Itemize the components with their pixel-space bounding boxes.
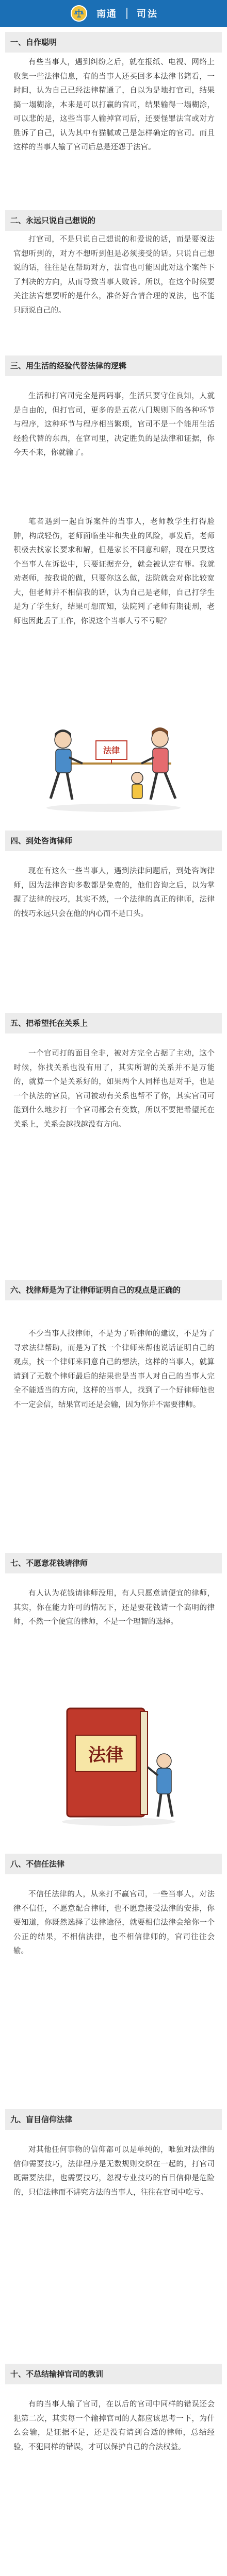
section-5-paragraph: 一个官司打的面目全非，被对方完全占据了主动，这个时候，你找关系也没有用了，其实所谓的关系并不是万能的，就算一个是关系好的，如果两个人同样也是对手，也是一个执法的官员，官司被动有关系也帮不了你，其实官司可能到什么地步打一个官司都会有变数，所以不要把希望托在关系上，关系会越找越没有方向。 xyxy=(13,1049,215,1129)
header-separator xyxy=(126,8,127,19)
section-3-paragraph: 生活和打官司完全是两码事，生活只要守住良知，人就是自由的，但打官司，更多的是五花八门规则下的各种环节与程序，这种环节与程序相当繁琐，官司不是一个能用生活经验代替的东西，在官司里，决定胜负的是法律和证据，你今天不来，你就输了。 xyxy=(13,392,215,457)
section-6-paragraph: 不少当事人找律师，不是为了听律师的建议，不是为了寻求法律帮助，而是为了找一个律师来帮他说话证明自己的观点，找一个律师来同意自己的想法，这样的当事人，就算请到了无数个律师最后的结果也是当事人对自己的当事人完全不能适当的方向，这样的当事人，找到了一个好律师他也不一定会信，结果官司还是会输，因为你并不需要律师。 xyxy=(13,1330,215,1409)
book-label: 法律 xyxy=(88,1745,123,1766)
section-10-paragraph: 有的当事人输了官司，在以后的官司中同样的错误还会犯第二次，其实每一个输掉官司的人都应该思考一下，为什么会输，是证据不足，还是没有请到合适的律师，总结经验，不犯同样的错误，才可以保护自己的合法权益。 xyxy=(13,2400,215,2451)
section-2-title: 二、永远只说自己想说的 xyxy=(5,210,222,231)
section-7-paragraph: 有人认为花钱请律师没用，有人只愿意请便宜的律师，其实，你在能力许可的情况下，还是要花钱请一个高明的律师，不然一个便宜的律师，不是一个理智的选择。 xyxy=(13,1589,215,1626)
section-9-paragraph: 对其他任何事物的信仰都可以是单纯的，唯独对法律的信仰需要技巧，法律程序是无数规则交织在一起的，打官司既需要法律，也需要技巧，忽视专业技巧的盲目信仰是危险的，只信法律而不讲究方法的当事人，往往在官司中吃亏。 xyxy=(13,2146,215,2197)
section-3-title: 三、用生活的经验代替法律的逻辑 xyxy=(5,355,222,376)
header-brand: 南通 xyxy=(96,9,117,20)
page-header xyxy=(0,0,227,27)
section-5-title: 五、把希望托在关系上 xyxy=(5,1013,222,1033)
tug-war-label: 法律 xyxy=(103,745,120,755)
section-9-title: 九、盲目信仰法律 xyxy=(5,2109,222,2130)
tug-of-war-illustration xyxy=(36,716,191,814)
section-2-paragraph: 打官司，不是只说自己想说的和爱说的话，而是要说法官想听到的，对方不想听到但是必须接受的话。只说自己想说的话，往往是在帮助对方，法官也可能因此对这个案件下了判决的方向，从而导致当事人败诉。所以，在这个时候要关注法官想要听的是什么，准备好合情合理的说法，也不能只顾说自己的。 xyxy=(13,235,215,315)
section-1-title: 一、自作聪明 xyxy=(5,32,222,53)
section-1-paragraph: 有些当事人，遇到纠纷之后，就在报纸、电视、网络上收集一些法律信息，有的当事人还买回多本法律书籍看，一时间，认为自己已经法律精通了，自以为是地打官司，结果搞一塌糊涂，本来是可以打赢的官司，结果输得一塌糊涂，可以悲的是，这些当事人输掉官司后，还要怪罪法官或对方胜诉了自己，认为其中有猫腻或己是怎样确定的官司。而且这样的当事人输了官司后总是还怨于法官。 xyxy=(13,58,215,151)
law-book-illustration xyxy=(52,1699,186,1828)
section-8-title: 八、不信任法律 xyxy=(5,1854,222,1874)
header-section: 司法 xyxy=(137,9,158,20)
section-3-case-paragraph: 笔者遇到一起自诉案件的当事人，老师教学生打得脸肿，构成轻伤，老师面临坐牢和失业的风险，事发后，老师积极去找家长要求和解，但是家长不同意和解，现在只要这个当事人在诉讼中，只要证据充分，就会被认定有罪。我就劝老师，按我说的做，只要你这么做，法院就会对你比较宽大，但老师并不相信我的话，认为自己是老师，自己打学生是为了学生好，结果可想而知，法院判了老师有期徒刑，老师也因此丢了工作，你说这个当事人亏不亏呢？ xyxy=(13,518,215,625)
section-8-paragraph: 不信任法律的人，从来打不赢官司，一些当事人，对法律不信任，不愿意配合律师，也不愿意接受法律的安排，你要知道，你既然选择了法律途径，就要相信法律会给你一个公正的结果，不相信法律，也不相信律师的，官司往往会输。 xyxy=(13,1890,215,1955)
section-4-title: 四、到处咨询律师 xyxy=(5,831,222,851)
section-4-paragraph: 现在有这么一些当事人，遇到法律问题后，到处咨询律师，因为法律咨询多数都是免费的，他们咨询之后，以为掌握了法律的技巧，其实不然，一个法律的真正的律师，法律的技巧永远只会在他的内心而不是口头。 xyxy=(13,867,215,918)
section-6-title: 六、找律师是为了让律师证明自己的观点是正确的 xyxy=(5,1280,222,1300)
header-logo xyxy=(66,5,163,22)
section-10-title: 十、不总结输掉官司的教训 xyxy=(5,2364,222,2384)
section-7-title: 七、不愿意花钱请律师 xyxy=(5,1553,222,1573)
justice-badge-icon xyxy=(71,5,87,22)
